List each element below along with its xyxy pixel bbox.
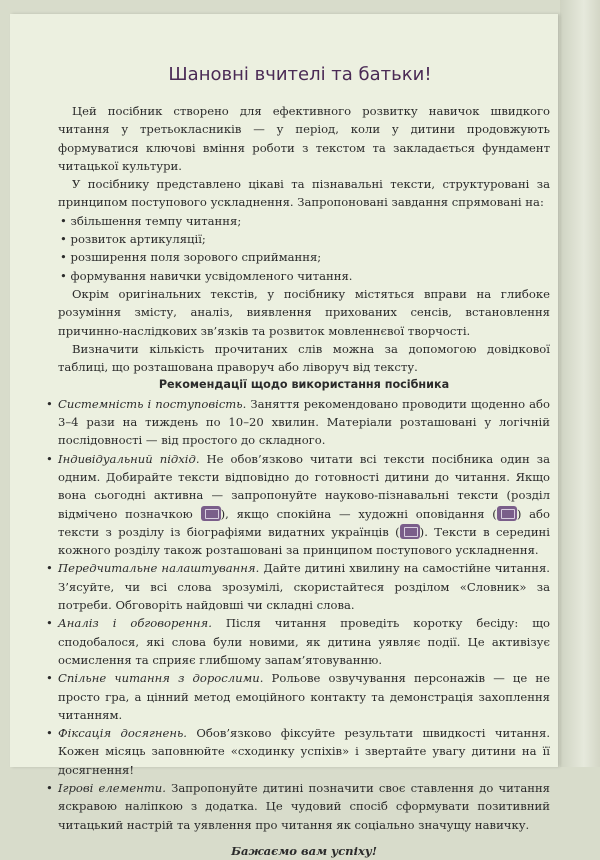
paragraph-word-count: Визначити кількість прочитаних слів можна за допомогою довідкової таблиці, що розташована праворуч або ліворуч від тексту. [58, 341, 550, 375]
recommendation-text: Запропонуйте дитині позначити своє ставлення до читання яскравою наліпкою з додатка. Це чудовий спосіб сформувати позитивний читацький настрій та уявлення про читання як соціально значущу навичку. [58, 780, 550, 832]
recommendation-term: Індивідуальний підхід. [58, 451, 200, 466]
recommendation-term: Спільне читання з дорослими. [58, 671, 264, 686]
goal-item-3: • розширення поля зорового сприймання; [60, 250, 322, 265]
portrait-icon [400, 524, 420, 539]
book-icon [497, 506, 517, 521]
bullet: • [46, 396, 53, 411]
recommendation-term: Аналіз і обговорення. [58, 616, 212, 631]
paragraph-exercises: Окрім оригінальних текстів, у посібнику містяться вправи на глибоке розуміння змісту, аналіз, виявлення прихованих сенсів, встановлення причинно-наслідкових зв’язків та розвиток мовленнєвої творчості. [58, 286, 550, 338]
recommendation-6 [46, 724, 551, 779]
next-page-edge [560, 0, 600, 767]
document-body [46, 102, 551, 860]
bullet: • [46, 451, 53, 466]
recommendations-heading: Рекомендації щодо використання посібника [158, 378, 450, 392]
recommendation-text: Рольове озвучування персонажів — це не просто гра, а цінний метод емоційного контакту та демонстрація захоплення читанням. [58, 671, 550, 722]
recommendation-term: Ігрові елементи. [58, 780, 166, 795]
recommendation-text: Заняття рекомендовано проводити щоденно або 3–4 рази на тиждень по 10–20 хвилин. Матеріали розташовані у логічній послідовності — від простого до складного. [58, 396, 550, 448]
page-title: Шановні вчителі та батьки! [168, 64, 432, 85]
recommendation-text: ), якщо спокійна — художні оповідання ( [220, 506, 497, 521]
bullet: • [46, 616, 53, 631]
bullet: • [46, 561, 53, 576]
recommendation-text: Дайте дитині хвилину на самостійне читання. З’ясуйте, чи всі слова зрозумілі, скористайтеся розділом «Словник» за потреби. Обговоріть найдовші чи складні слова. [58, 561, 550, 613]
recommendation-text: Обов’язково фіксуйте результати швидкості читання. Кожен місяць заповнюйте «сходинку успіхів» і звертайте увагу дитини на її досягнення! [58, 726, 551, 777]
recommendation-term: Системність і поступовість. [58, 396, 247, 411]
intro-paragraph-1: Цей посібник створено для ефективного розвитку навичок швидкого читання у третьокласників — у період, коли у дитини продовжують формуватися ключові вміння роботи з текстом та закладається фундамент читацької культури. [58, 104, 550, 173]
intro-paragraph-2: У посібнику представлено цікаві та пізнавальні тексти, структуровані за принципом поступового ускладнення. Запропоновані завдання спрямовані на: [58, 177, 550, 210]
science-icon [201, 506, 221, 521]
bullet: • [46, 780, 53, 795]
recommendation-term: Передчитальне налаштування. [58, 561, 260, 576]
recommendation-text: Після читання проведіть коротку бесіду: що сподобалося, які слова були новими, як дитина уявляє події. Це активізує осмислення та сприяє глибшому запам’ятовуванню. [58, 616, 550, 667]
recommendation-text: ) або тексти з розділу із біографіями видатних українців ( [58, 506, 550, 539]
closing-wish: Бажаємо вам успіху! [231, 843, 377, 858]
goal-item-1: • збільшення темпу читання; [60, 213, 242, 228]
recommendation-5 [46, 669, 550, 724]
recommendation-term: Фіксація досягнень. [58, 726, 187, 741]
bullet: • [46, 671, 53, 686]
goal-item-2: • розвиток артикуляції; [60, 232, 206, 247]
recommendation-1 [46, 395, 550, 450]
recommendation-2 [46, 450, 550, 560]
bullet: • [46, 726, 53, 741]
recommendation-7 [46, 779, 550, 834]
goal-item-4: • формування навички усвідомленого читання. [60, 268, 353, 283]
recommendation-text: ). Тексти в середині кожного розділу також розташовані за принципом поступового ускладнення. [58, 524, 550, 558]
recommendation-3 [46, 559, 550, 614]
recommendation-text: Не обов’язково читати всі тексти посібника один за одним. Добирайте тексти відповідно до готовності дитини до читання. Якщо вона сьогодні активна — запропонуйте науково-пізнавальні тексти (розділ відмічено позначкою [58, 451, 550, 521]
recommendation-4 [46, 614, 550, 669]
